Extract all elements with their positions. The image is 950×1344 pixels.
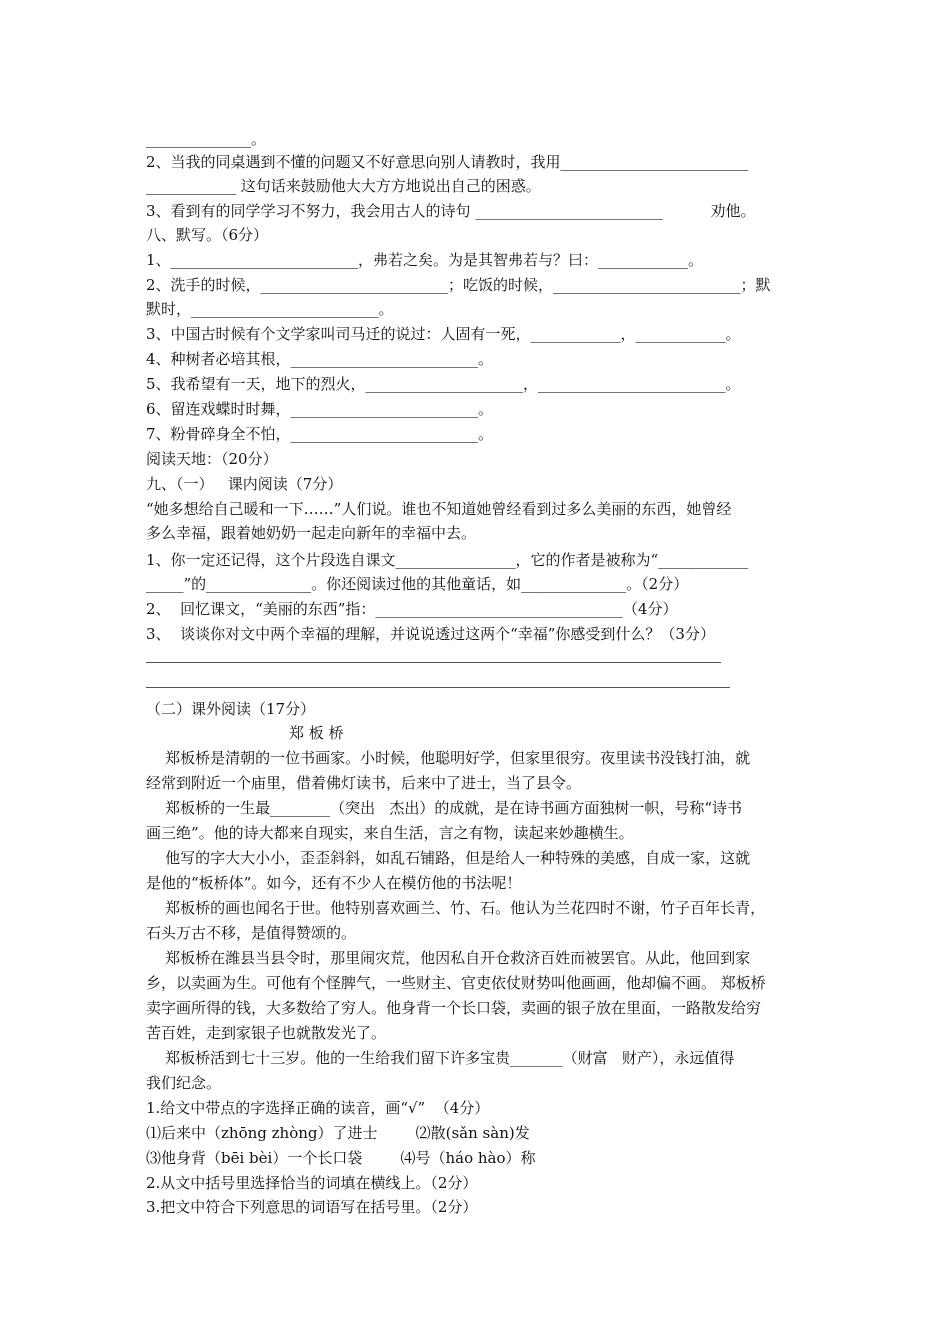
q-ext-1-items-a: ⑴后来中（zhōng zhòng）了进士 ⑵散(sǎn sàn)发 <box>146 1124 530 1142</box>
reading-section-title: 阅读天地：（20分） <box>146 450 278 468</box>
passage-2-title: 郑 板 桥 <box>146 724 344 742</box>
passage-1-line1: “她多想给自己暖和一下……”人们说。谁也不知道她曾经看到过多么美丽的东西，她曾经 <box>146 500 732 518</box>
section-9-title: 九、（一） 课内阅读（7分） <box>146 475 343 493</box>
passage-2-p6-line1: 郑板桥活到七十三岁。他的一生给我们留下许多宝贵_______（财富 财产），永远值得 <box>146 1049 735 1067</box>
q9-2: 2、 回忆课文，“美丽的东西”指：_________________________________（4分） <box>146 600 678 618</box>
passage-2-p4-line1: 郑板桥的画也闻名于世。他特别喜欢画兰、竹、石。他认为兰花四时不谢，竹子百年长青， <box>146 899 766 917</box>
q8-7: 7、粉骨碎身全不怕，_________________________。 <box>146 425 494 443</box>
q8-5: 5、我希望有一天，地下的烈火，_____________________，_________________________。 <box>146 375 741 393</box>
passage-2-p5-line4: 苦百姓，走到家银子也就散发光了。 <box>146 1024 387 1042</box>
passage-2-p5-line3: 卖字画所得的钱，大多数给了穷人。他身背一个长口袋，卖画的银子放在里面，一路散发给穷 <box>146 999 762 1017</box>
q9-1-line1: 1、你一定还记得，这个片段选自课文________________，它的作者是被称为“____________ <box>146 551 749 569</box>
q8-2-line1: 2、洗手的时候，_________________________；吃饭的时候，_________________________；默 <box>146 276 771 294</box>
passage-2-p4-line2: 石头万古不移，是值得赞颂的。 <box>146 924 357 942</box>
passage-2-p2-line2: 画三绝”。他的诗大都来自现实，来自生活，言之有物，读起来妙趣横生。 <box>146 824 634 842</box>
section-8-title: 八、默写。（6分） <box>146 226 269 244</box>
passage-2-p1-line2: 经常到附近一个庙里，借着佛灯读书，后来中了进士，当了县令。 <box>146 774 582 792</box>
passage-1-line2: 多么幸福，跟着她奶奶一起走向新年的幸福中去。 <box>146 524 477 542</box>
passage-2-p5-line2: 乡，以卖画为生。可他有个怪脾气，一些财主、官吏依仗财势叫他画画，他却偏不画。 郑板桥 <box>146 974 766 992</box>
passage-2-p1-line1: 郑板桥是清朝的一位书画家。小时候，他聪明好学，但家里很穷。夜里读书没钱打油，就 <box>146 749 751 767</box>
section-extra-reading-title: （二）课外阅读（17分） <box>146 700 316 718</box>
passage-2-p6-line2: 我们纪念。 <box>146 1074 222 1092</box>
q-ext-2: 2.从文中括号里选择恰当的词填在横线上。（2分） <box>146 1174 478 1192</box>
q9-1-line2: _____”的______________。你还阅读过他的其他童话，如______________。（2分） <box>146 575 689 593</box>
answer-rule-1 <box>146 662 721 663</box>
q-ext-1: 1.给文中带点的字选择正确的读音，画“√” （4分） <box>146 1099 490 1117</box>
q7-3: 3、看到有的同学学习不努力，我会用古人的诗句 _________________________ 劝他。 <box>146 202 756 220</box>
q8-2-line2: 默时，_________________________。 <box>146 300 394 318</box>
q8-3: 3、中国古时候有个文学家叫司马迁的说过：人固有一死，____________，____________。 <box>146 325 741 343</box>
q8-6: 6、留连戏蝶时时舞，_________________________。 <box>146 400 494 418</box>
answer-rule-2 <box>146 687 730 688</box>
q8-1: 1、_________________________，弗若之矣。为是其智弗若与？曰：____________。 <box>146 251 704 269</box>
passage-2-p2-line1: 郑板桥的一生最________（突出 杰出）的成就，是在诗书画方面独树一帜，号称“诗书 <box>146 799 743 817</box>
q9-3: 3、 谈谈你对文中两个幸福的理解，并说说透过这两个“幸福”你感受到什么？（3分） <box>146 625 715 643</box>
q7-1-answer-line: ______________。 <box>146 130 267 148</box>
q-ext-3: 3.把文中符合下列意思的词语写在括号里。（2分） <box>146 1198 478 1216</box>
q7-2-line2: ____________ 这句话来鼓励他大大方方地说出自己的困惑。 <box>146 177 541 195</box>
q-ext-1-items-b: ⑶他身背（bēi bèi）一个长口袋 ⑷号（háo hào）称 <box>146 1149 536 1167</box>
q8-4: 4、种树者必培其根，_________________________。 <box>146 350 494 368</box>
passage-2-p3-line1: 他写的字大大小小，歪歪斜斜，如乱石铺路，但是给人一种特殊的美感，自成一家，这就 <box>146 849 751 867</box>
passage-2-p5-line1: 郑板桥在潍县当县令时，那里闹灾荒，他因私自开仓救济百姓而被罢官。从此，他回到家 <box>146 949 751 967</box>
passage-2-p3-line2: 是他的“板桥体”。如今，还有不少人在模仿他的书法呢！ <box>146 874 522 892</box>
q7-2-line1: 2、当我的同桌遇到不懂的问题又不好意思向别人请教时，我用_________________________ <box>146 153 749 171</box>
